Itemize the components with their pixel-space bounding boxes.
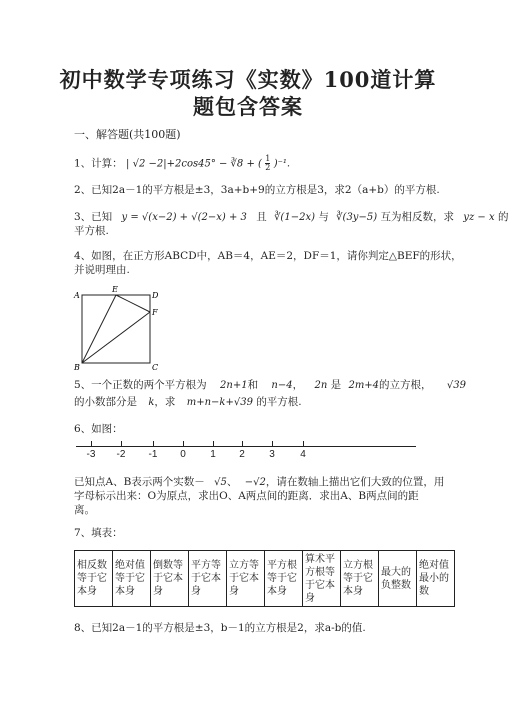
numberline-label: 1 bbox=[210, 449, 216, 460]
question-6: 6、如图： bbox=[74, 423, 123, 435]
q5-line2-b: 的平方根. bbox=[256, 396, 302, 408]
numberline-label: -1 bbox=[148, 449, 158, 460]
question-4: 4、如图，在正方形ABCD中，AB＝4，AE＝2，DF＝1，请你判定△BEF的形状， bbox=[74, 250, 462, 262]
q5-e1: 2n+1 bbox=[220, 380, 248, 391]
q1-number: 1、计算： bbox=[74, 157, 123, 170]
table-row bbox=[75, 551, 455, 607]
table-header-cell: 平方根等于它本身 bbox=[265, 551, 303, 607]
table-header-cell: 算术平方根等于它本身 bbox=[303, 551, 341, 607]
question-6-line3: 离。 bbox=[74, 504, 95, 516]
numberline-label: 3 bbox=[269, 449, 275, 460]
q3-de: 的 bbox=[497, 211, 508, 223]
q3-and: 且 bbox=[256, 211, 267, 223]
numberline-label: -2 bbox=[116, 449, 126, 460]
tick-0 bbox=[183, 441, 184, 447]
q1-fraction bbox=[265, 155, 270, 172]
number-line-axis bbox=[76, 446, 416, 447]
q1-frac-num: 1 bbox=[265, 154, 271, 163]
q3-root-2: ∛(3y−5) bbox=[336, 212, 378, 223]
numberline-label: 4 bbox=[300, 449, 306, 460]
numberline-label: -3 bbox=[86, 449, 96, 460]
q6-sqrt2: −√2 bbox=[244, 477, 266, 488]
section-heading: 一、解答题(共100题) bbox=[74, 128, 181, 141]
q1-expression: | √2 −2|+2cos45° − ∛8 + ( bbox=[126, 158, 262, 170]
segment-ef bbox=[116, 295, 150, 312]
q5-tail: 的立方根， bbox=[379, 379, 432, 391]
q6-line1b: ，请在数轴上描出它们大致的位置，用 bbox=[265, 476, 445, 488]
table-header-cell: 立方根等于它本身 bbox=[341, 551, 379, 607]
table-header-cell: 最大的负整数 bbox=[379, 551, 417, 607]
table-header-cell: 绝对值等于它本身 bbox=[113, 551, 151, 607]
q5-e3: 2n bbox=[314, 380, 328, 391]
page-title-line2: 题包含答案 bbox=[193, 94, 303, 119]
tick-2 bbox=[242, 441, 243, 447]
question-3-line2: 平方根. bbox=[74, 225, 109, 237]
q3-with: 与 bbox=[318, 211, 329, 223]
table-header-cell: 立方等于它本身 bbox=[227, 551, 265, 607]
label-d: D bbox=[152, 291, 159, 300]
question-6-text bbox=[74, 476, 444, 489]
segment-bf bbox=[82, 312, 150, 363]
q3-expr: yz − x bbox=[463, 212, 495, 223]
q5-shi: 是 bbox=[330, 379, 342, 391]
q3-rest: 互为相反数，求 bbox=[380, 211, 454, 223]
q5-k: k bbox=[148, 397, 155, 408]
q1-frac-den: 2 bbox=[265, 163, 271, 172]
question-5 bbox=[74, 379, 466, 392]
q5-line2-a: 的小数部分是 bbox=[74, 396, 137, 408]
tick-4 bbox=[303, 441, 304, 447]
table-header-cell: 绝对值最小的数 bbox=[417, 551, 455, 607]
table-header-cell: 相反数等于它本身 bbox=[75, 551, 113, 607]
fill-table bbox=[74, 550, 455, 607]
label-c: C bbox=[152, 363, 159, 372]
segment-be bbox=[82, 295, 116, 363]
q3-root-1: ∛(1−2x) bbox=[274, 212, 315, 223]
q5-he: 和 bbox=[247, 379, 259, 391]
label-b: B bbox=[74, 363, 80, 372]
label-a: A bbox=[74, 291, 80, 300]
tick-neg3 bbox=[91, 441, 92, 447]
tick-3 bbox=[272, 441, 273, 447]
label-e: E bbox=[112, 285, 118, 294]
q3-equation: y = √(x−2) + √(2−x) + 3 bbox=[121, 212, 247, 223]
q5-e2: n−4 bbox=[271, 380, 293, 391]
question-7: 7、填表： bbox=[74, 527, 123, 539]
question-1 bbox=[74, 155, 290, 172]
q5-text-a: 5、一个正数的两个平方根为 bbox=[74, 379, 207, 391]
numberline-label: 2 bbox=[239, 449, 245, 460]
question-8: 8、已知2a－1的平方根是±3，b－1的立方根是2，求a-b的值. bbox=[74, 622, 366, 634]
q3-number: 3、已知 bbox=[74, 211, 113, 223]
tick-1 bbox=[213, 441, 214, 447]
question-3 bbox=[74, 211, 508, 224]
question-5-line2 bbox=[74, 396, 302, 409]
label-f: F bbox=[152, 308, 158, 317]
q5-e4: 2m+4 bbox=[348, 380, 380, 391]
square-figure bbox=[70, 282, 170, 372]
q5-e6: m+n−k+√39 bbox=[186, 397, 253, 408]
q6-dun: 、 bbox=[226, 476, 238, 488]
tick-neg1 bbox=[153, 441, 154, 447]
q6-sqrt5: √5 bbox=[214, 477, 227, 488]
question-6-line2: 字母标示出来：O为原点，求出O、A两点间的距离．求出A、B两点间的距 bbox=[74, 490, 419, 502]
page-title: 初中数学专项练习《实数》100道计算 bbox=[59, 67, 437, 92]
table-header-cell: 平方等于它本身 bbox=[189, 551, 227, 607]
q6-line1: 已知点A、B表示两个实数－ bbox=[74, 476, 205, 488]
table-header-cell: 倒数等于它本身 bbox=[151, 551, 189, 607]
square-abcd bbox=[82, 295, 150, 363]
question-4-line2: 并说明理由. bbox=[74, 264, 130, 276]
numberline-label: 0 bbox=[180, 449, 186, 460]
question-2: 2、已知2a－1的平方根是±3，3a+b+9的立方根是3，求2（a+b）的平方根. bbox=[74, 184, 440, 196]
tick-neg2 bbox=[121, 441, 122, 447]
q1-expression-tail: )⁻¹. bbox=[273, 158, 291, 170]
q5-e5: √39 bbox=[446, 380, 466, 391]
q5-comma: ， bbox=[292, 379, 304, 391]
q5-qiu: ，求 bbox=[154, 396, 176, 408]
